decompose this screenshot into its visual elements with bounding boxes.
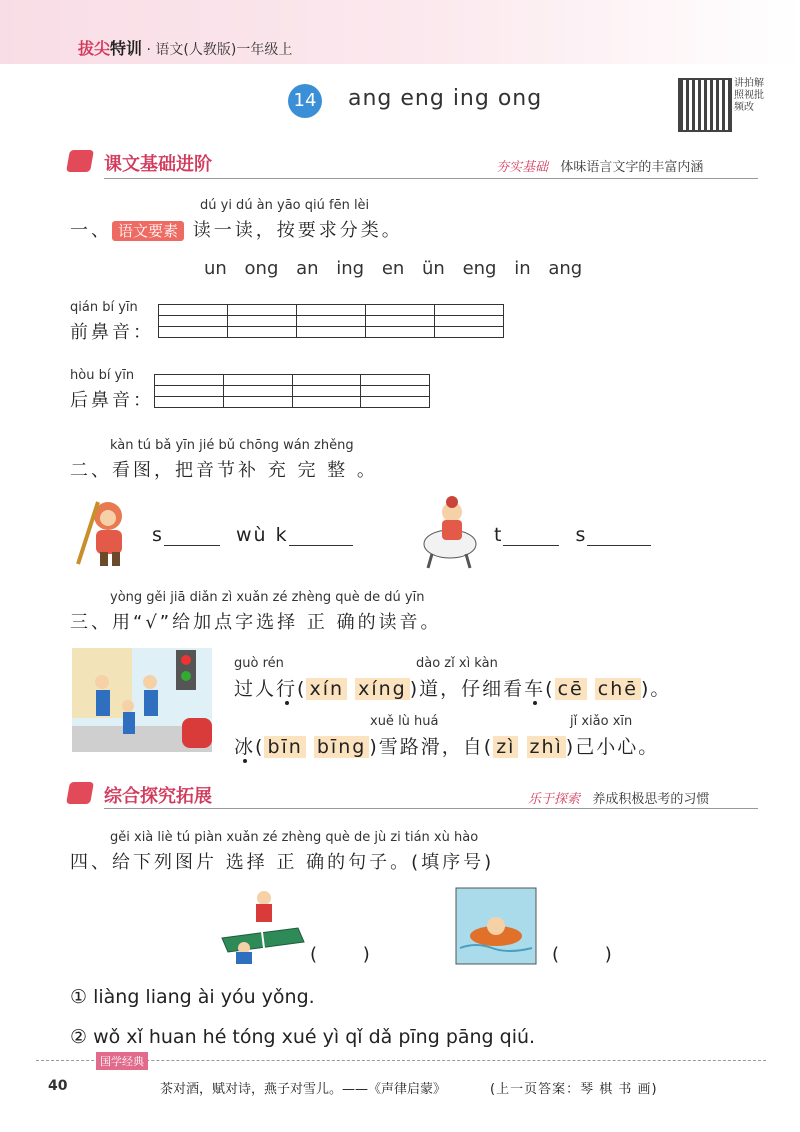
q3-s2-pinyin-a: xuě lù huá	[370, 714, 439, 729]
monkey-king-image	[68, 494, 144, 568]
section2-divider	[104, 808, 758, 809]
q2-blank-4[interactable]	[587, 529, 651, 546]
q2-right-b: s	[575, 524, 588, 546]
section2-star-icon	[66, 782, 94, 804]
q3-s2-close: )	[369, 736, 379, 758]
q3-s1-dotted-char: 行	[276, 678, 298, 700]
q3-text: 用“√”给加点字选择 正 确的读音。	[112, 612, 442, 633]
qr-caption: 讲拍解照视批频改	[734, 78, 764, 113]
q4-answer-box-2[interactable]: ( )	[552, 944, 632, 965]
q3-s2-pinyin-b: jǐ xiǎo xīn	[570, 714, 633, 729]
brand-header	[78, 36, 292, 59]
q3-s2-open-2: (	[483, 736, 494, 758]
q4-question	[70, 848, 494, 874]
section2-title: 综合探究拓展	[104, 786, 212, 807]
q3-s1-mid: 道，仔细看	[419, 678, 525, 700]
section1-title: 课文基础进阶	[104, 154, 212, 175]
q4-pinyin: gěi xià liè tú piàn xuǎn zé zhèng què de jù zi tián xù hào	[110, 830, 479, 845]
q2-right-a: t	[494, 524, 504, 546]
footer-answer: (上一页答案：琴 棋 书 画)	[490, 1082, 658, 1097]
ping-pong-image	[214, 888, 306, 964]
q3-s2-close-2: )	[565, 736, 576, 758]
q4-answer-box-1[interactable]: ( )	[310, 944, 390, 965]
q2-pinyin: kàn tú bǎ yīn jié bǔ chōng wán zhěng	[110, 438, 354, 453]
q3-sentence-1	[234, 674, 671, 701]
q3-s2-open: (	[255, 736, 265, 758]
section1-motto: 体味语言文字的丰富内涵	[560, 160, 704, 175]
q3-s2-option-2[interactable]: bīng	[314, 736, 369, 758]
q3-s2-end: 己小心。	[575, 736, 660, 758]
q3-s2-option-4[interactable]: zhì	[527, 736, 566, 758]
q4-number: 四、	[70, 852, 112, 873]
front-nasal-label: 前鼻音：	[70, 322, 154, 343]
q3-s2-option-3[interactable]: zì	[493, 736, 518, 758]
section1-divider	[104, 178, 758, 179]
section1-tag: 夯实基础	[496, 160, 549, 175]
q2-question	[70, 456, 378, 482]
q1-question	[70, 216, 403, 242]
q1-badge: 语文要素	[112, 221, 184, 241]
q2-left-b: wù k	[236, 524, 289, 546]
front-nasal-pinyin: qián bí yīn	[70, 300, 138, 315]
section2-motto: 养成积极思考的习惯	[592, 792, 710, 807]
q2-left-blanks	[152, 524, 353, 546]
swimming-image	[456, 888, 536, 964]
q4-text: 给下列图片 选择 正 确的句子。(填序号)	[112, 852, 495, 873]
lesson-number: 14	[288, 84, 322, 118]
q1-number: 一、	[70, 220, 112, 241]
footer-quote: 茶对酒，赋对诗，燕子对雪儿。——《声律启蒙》	[160, 1082, 447, 1097]
q3-s1-option-4[interactable]: chē	[595, 678, 641, 700]
lesson-title: ang eng ing ong	[348, 86, 543, 111]
q1-pinyin: dú yi dú àn yāo qiú fēn lèi	[200, 198, 370, 213]
section-star-icon	[66, 150, 94, 172]
q3-s1-option-1[interactable]: xín	[306, 678, 347, 700]
q3-s1-close-2: )。	[640, 678, 672, 700]
tang-monk-horse-image	[416, 492, 486, 570]
q3-s1-close: )	[409, 678, 420, 700]
q3-sentence-2	[234, 732, 659, 759]
q1-syllables: un ong an ing en ün eng in ang	[204, 258, 583, 279]
q3-number: 三、	[70, 612, 112, 633]
brand-separator: ·	[142, 42, 156, 58]
q3-s1-option-3[interactable]: cē	[555, 678, 587, 700]
q3-s1-pinyin-a: guò rén	[234, 656, 284, 671]
q3-pinyin: yòng gěi jiā diǎn zì xuǎn zé zhèng què de dú yīn	[110, 590, 425, 605]
footer-tag: 国学经典	[96, 1052, 148, 1070]
q3-s1-dotted-char-2: 车	[524, 678, 546, 700]
brand-book: 语文(人教版)一年级上	[155, 42, 293, 58]
q3-s1-pre: 过人	[234, 678, 277, 700]
back-nasal-label: 后鼻音：	[70, 390, 154, 411]
q1-text: 读一读，按要求分类。	[192, 220, 403, 241]
q3-s1-option-2[interactable]: xíng	[355, 678, 410, 700]
q3-s1-open-2: (	[545, 678, 555, 700]
q4-option-1: ① liàng liang ài yóu yǒng.	[70, 986, 315, 1008]
brand-sub: 特训	[110, 39, 143, 58]
q2-right-blanks	[494, 524, 651, 546]
back-nasal-pinyin: hòu bí yīn	[70, 368, 135, 383]
q3-question	[70, 608, 442, 634]
q3-s2-dotted-char: 冰	[234, 736, 256, 758]
q3-s2-mid: 雪路滑，自	[378, 736, 484, 758]
q2-blank-3[interactable]	[503, 529, 559, 546]
q2-text: 看图，把音节补 充 完 整 。	[112, 460, 378, 481]
back-nasal-grid[interactable]	[154, 374, 430, 408]
q3-s1-pinyin-b: dào zǐ xì kàn	[416, 656, 498, 671]
q3-s1-open: (	[297, 678, 307, 700]
front-nasal-grid[interactable]	[158, 304, 504, 338]
brand-main: 拔尖	[78, 39, 111, 58]
q2-blank-1[interactable]	[164, 529, 220, 546]
q4-option-2: ② wǒ xǐ huan hé tóng xué yì qǐ dǎ pīng pāng qiú.	[70, 1026, 536, 1048]
q2-blank-2[interactable]	[289, 529, 353, 546]
qr-code-icon[interactable]	[678, 78, 732, 132]
q2-left-a: s	[152, 524, 164, 546]
page-number: 40	[48, 1078, 68, 1094]
q3-s2-option-1[interactable]: bīn	[264, 736, 305, 758]
crossing-road-image	[72, 648, 212, 752]
section2-tag: 乐于探索	[528, 792, 581, 807]
q2-number: 二、	[70, 460, 112, 481]
